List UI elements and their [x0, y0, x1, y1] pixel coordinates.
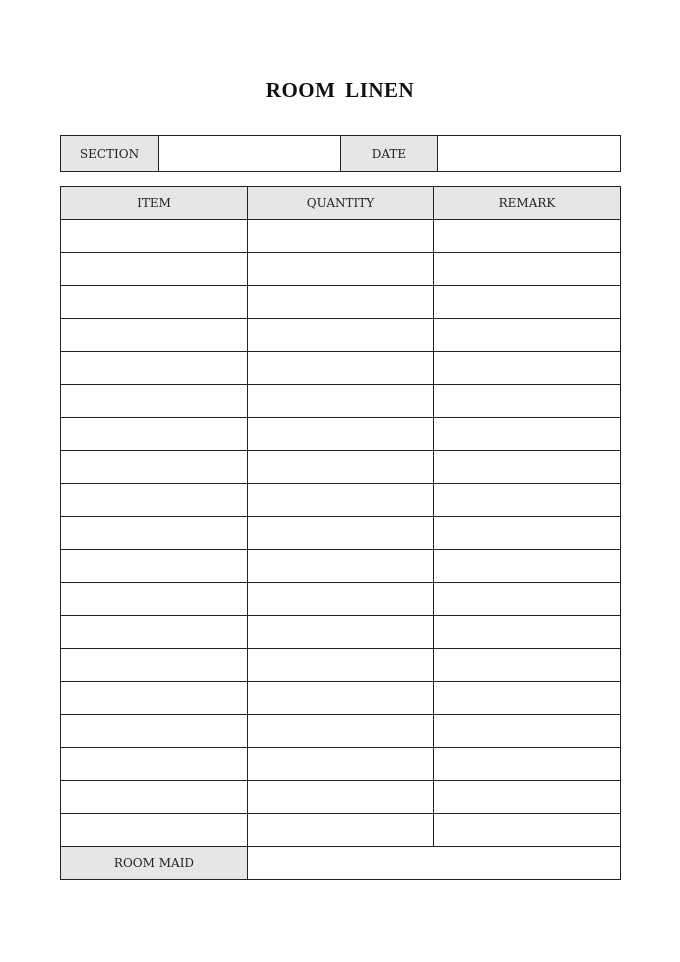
remark-cell[interactable]: [434, 319, 621, 352]
table-row: [61, 715, 621, 748]
table-row: [61, 616, 621, 649]
table-row: [61, 583, 621, 616]
column-header-remark: REMARK: [434, 187, 621, 220]
table-row: [61, 418, 621, 451]
document-title: ROOM LINEN: [265, 78, 415, 102]
remark-cell[interactable]: [434, 583, 621, 616]
quantity-cell[interactable]: [248, 319, 434, 352]
item-cell[interactable]: [61, 649, 248, 682]
remark-cell[interactable]: [434, 781, 621, 814]
item-cell[interactable]: [61, 715, 248, 748]
room-maid-row: [61, 847, 621, 880]
date-label: DATE: [341, 136, 438, 172]
item-cell[interactable]: [61, 517, 248, 550]
column-header-item: ITEM: [61, 187, 248, 220]
quantity-cell[interactable]: [248, 220, 434, 253]
remark-cell[interactable]: [434, 484, 621, 517]
remark-cell[interactable]: [434, 715, 621, 748]
table-row: [61, 682, 621, 715]
room-maid-label: ROOM MAID: [61, 847, 248, 880]
remark-cell[interactable]: [434, 220, 621, 253]
item-cell[interactable]: [61, 385, 248, 418]
item-cell[interactable]: [61, 484, 248, 517]
item-cell[interactable]: [61, 451, 248, 484]
remark-cell[interactable]: [434, 550, 621, 583]
quantity-cell[interactable]: [248, 451, 434, 484]
quantity-cell[interactable]: [248, 385, 434, 418]
item-cell[interactable]: [61, 352, 248, 385]
remark-cell[interactable]: [434, 286, 621, 319]
table-row: [61, 286, 621, 319]
item-cell[interactable]: [61, 616, 248, 649]
item-cell[interactable]: [61, 682, 248, 715]
remark-cell[interactable]: [434, 616, 621, 649]
table-row: [61, 781, 621, 814]
header-fields-row: [61, 136, 621, 172]
table-header-row: [61, 187, 621, 220]
quantity-cell[interactable]: [248, 583, 434, 616]
table-row: [61, 517, 621, 550]
table-row: [61, 649, 621, 682]
linen-table: [60, 186, 621, 880]
quantity-cell[interactable]: [248, 682, 434, 715]
item-cell[interactable]: [61, 550, 248, 583]
table-body: [61, 220, 621, 847]
remark-cell[interactable]: [434, 253, 621, 286]
table-row: [61, 814, 621, 847]
column-header-quantity: QUANTITY: [248, 187, 434, 220]
table-row: [61, 550, 621, 583]
remark-cell[interactable]: [434, 649, 621, 682]
table-row: [61, 319, 621, 352]
header-fields-table: [60, 135, 621, 172]
item-cell[interactable]: [61, 583, 248, 616]
table-row: [61, 253, 621, 286]
quantity-cell[interactable]: [248, 550, 434, 583]
table-row: [61, 352, 621, 385]
remark-cell[interactable]: [434, 682, 621, 715]
remark-cell[interactable]: [434, 385, 621, 418]
item-cell[interactable]: [61, 319, 248, 352]
item-cell[interactable]: [61, 748, 248, 781]
item-cell[interactable]: [61, 253, 248, 286]
table-row: [61, 484, 621, 517]
remark-cell[interactable]: [434, 352, 621, 385]
item-cell[interactable]: [61, 220, 248, 253]
item-cell[interactable]: [61, 814, 248, 847]
table-row: [61, 220, 621, 253]
quantity-cell[interactable]: [248, 286, 434, 319]
quantity-cell[interactable]: [248, 715, 434, 748]
item-cell[interactable]: [61, 418, 248, 451]
table-row: [61, 748, 621, 781]
quantity-cell[interactable]: [248, 253, 434, 286]
quantity-cell[interactable]: [248, 649, 434, 682]
quantity-cell[interactable]: [248, 616, 434, 649]
quantity-cell[interactable]: [248, 781, 434, 814]
section-field[interactable]: [159, 136, 341, 172]
remark-cell[interactable]: [434, 517, 621, 550]
remark-cell[interactable]: [434, 451, 621, 484]
date-field[interactable]: [438, 136, 621, 172]
table-row: [61, 451, 621, 484]
quantity-cell[interactable]: [248, 748, 434, 781]
item-cell[interactable]: [61, 781, 248, 814]
quantity-cell[interactable]: [248, 418, 434, 451]
quantity-cell[interactable]: [248, 352, 434, 385]
quantity-cell[interactable]: [248, 814, 434, 847]
section-label: SECTION: [61, 136, 159, 172]
remark-cell[interactable]: [434, 418, 621, 451]
quantity-cell[interactable]: [248, 484, 434, 517]
item-cell[interactable]: [61, 286, 248, 319]
remark-cell[interactable]: [434, 814, 621, 847]
remark-cell[interactable]: [434, 748, 621, 781]
quantity-cell[interactable]: [248, 517, 434, 550]
table-row: [61, 385, 621, 418]
room-maid-field[interactable]: [248, 847, 621, 880]
